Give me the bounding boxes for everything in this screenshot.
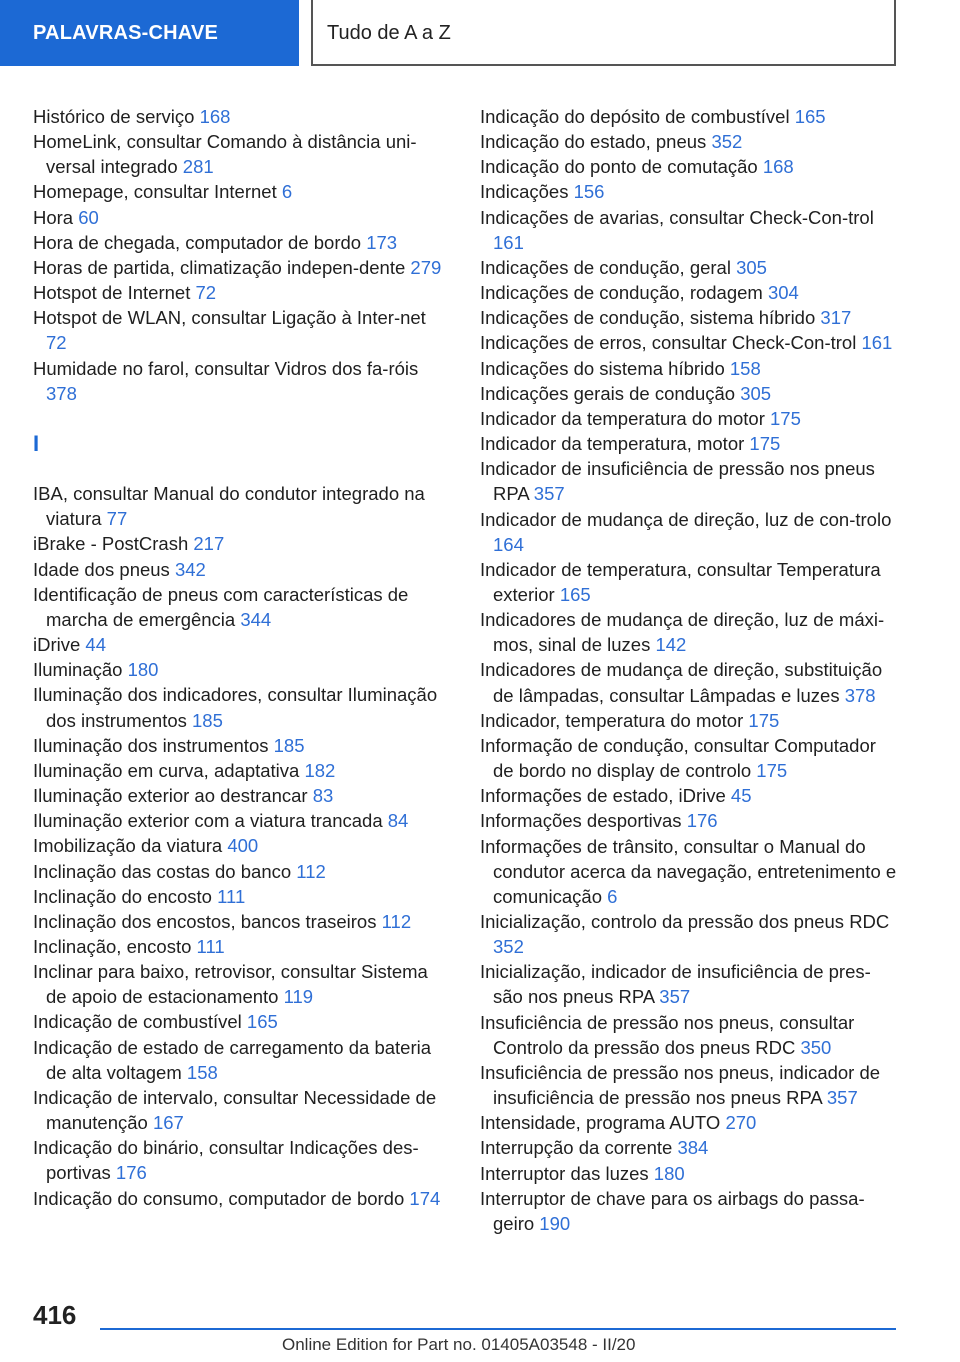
entry-text: Iluminação exterior ao destrancar [33, 785, 308, 807]
index-entry [480, 657, 900, 707]
index-entry [33, 582, 448, 632]
page-reference-link[interactable]: 175 [749, 433, 781, 455]
index-entry [33, 557, 448, 582]
entry-text: Indicador da temperatura, motor [480, 433, 745, 455]
page-reference-link[interactable]: 175 [756, 760, 788, 782]
index-entry [480, 456, 900, 506]
page-reference-link[interactable]: 6 [607, 885, 618, 907]
spacer [33, 406, 448, 431]
entry-text: Indicadores de mudança de direção, substituição de lâmpadas, consultar Lâmpadas e luzes [480, 659, 883, 706]
entry-text: Iluminação em curva, adaptativa [33, 759, 300, 781]
page-reference-link[interactable]: 77 [106, 508, 128, 530]
entry-text: Indicador da temperatura do motor [480, 407, 765, 429]
index-entry [480, 708, 900, 733]
entry-text: Indicação de estado de carregamento da bateria de alta voltagem [33, 1036, 432, 1083]
index-entry [480, 431, 900, 456]
entry-text: Inicialização, controlo da pressão dos pneus RDC [480, 911, 890, 932]
index-entry [33, 230, 448, 255]
page-reference-link[interactable]: 174 [409, 1187, 441, 1209]
index-entry [33, 808, 448, 833]
entry-text: Indicações [480, 181, 569, 203]
index-entry [480, 783, 900, 808]
page-reference-link[interactable]: 6 [281, 181, 293, 203]
entry-text: Inclinação dos encostos, bancos traseiros [33, 910, 377, 932]
entry-text: Indicação de intervalo, consultar Necessidade de manutenção [33, 1086, 437, 1134]
entry-text: Indicação do depósito de combustível [480, 106, 790, 127]
page-reference-link[interactable]: 167 [152, 1112, 184, 1134]
index-entry [480, 129, 900, 154]
page-reference-link[interactable]: 182 [304, 759, 336, 781]
index-entry [33, 657, 448, 682]
index-entry [33, 1085, 448, 1135]
entry-text: Iluminação dos instrumentos [33, 734, 269, 756]
entry-text: Indicador de mudança de direção, luz de con-trolo [480, 508, 892, 530]
index-entry [33, 305, 448, 355]
page-reference-link[interactable]: 168 [199, 106, 231, 127]
index-entry [33, 255, 448, 280]
index-entry [480, 507, 900, 557]
page-reference-link[interactable]: 352 [711, 131, 743, 153]
entry-text: Iluminação exterior com a viatura trancada [33, 810, 383, 832]
index-entry [33, 205, 448, 230]
page-reference-link[interactable]: 378 [844, 684, 876, 706]
index-entry [33, 909, 448, 934]
index-entry [480, 1186, 900, 1236]
index-entry [33, 356, 448, 406]
index-entry [33, 859, 448, 884]
entry-text: Hora de chegada, computador de bordo [33, 231, 362, 253]
index-entry [480, 330, 900, 355]
index-entry [33, 959, 448, 1009]
index-entry [480, 305, 900, 330]
page-header [0, 0, 896, 66]
entry-text: HomeLink, consultar Comando à distância uni-versal integrado [33, 131, 417, 178]
entry-text: Hotspot de Internet [33, 282, 191, 304]
page-reference-link[interactable]: 317 [820, 307, 852, 329]
index-entry [33, 934, 448, 959]
page-reference-link[interactable]: 161 [861, 332, 893, 354]
entry-text: Indicação do estado, pneus [480, 131, 707, 153]
index-entry [480, 1110, 900, 1135]
entry-text: Indicações de condução, sistema híbrido [480, 307, 816, 329]
page-number: 416 [33, 1300, 77, 1330]
entry-text: Inclinação do encosto [33, 885, 212, 907]
entry-text: Interruptor das luzes [480, 1162, 649, 1184]
entry-text: Indicações do sistema híbrido [480, 357, 725, 379]
entry-text: Hora [33, 206, 74, 228]
index-entry [480, 280, 900, 305]
index-entry [33, 531, 448, 556]
index-entry [480, 179, 900, 204]
index-column-left [33, 104, 448, 1211]
index-entry [33, 783, 448, 808]
page-reference-link[interactable]: 357 [659, 986, 691, 1008]
entry-text: Humidade no farol, consultar Vidros dos fa-róis [33, 357, 419, 379]
page-reference-link[interactable]: 357 [826, 1087, 858, 1109]
page-reference-link[interactable]: 378 [46, 382, 77, 404]
index-entry [33, 833, 448, 858]
page-reference-link[interactable]: 305 [736, 256, 767, 278]
page-reference-link[interactable]: 173 [366, 231, 398, 253]
page-reference-link[interactable]: 83 [312, 785, 334, 807]
index-entry [480, 356, 900, 381]
index-entry [480, 808, 900, 833]
page-reference-link[interactable]: 180 [127, 659, 159, 681]
entries-h [33, 104, 448, 406]
entry-text: Indicador de insuficiência de pressão nos pneus RPA [480, 458, 875, 505]
entry-text: Inclinação, encosto [33, 935, 192, 957]
page-reference-link[interactable]: 164 [493, 533, 524, 555]
page-reference-link[interactable]: 165 [559, 583, 591, 605]
entry-text: Indicação do consumo, computador de bordo [33, 1187, 405, 1209]
index-entry [33, 884, 448, 909]
page-reference-link[interactable]: 165 [794, 106, 826, 127]
entry-text: Indicadores de mudança de direção, luz de máxi-mos, sinal de luzes [480, 609, 885, 656]
page-reference-link[interactable]: 158 [186, 1061, 218, 1083]
index-column-right [480, 104, 900, 1236]
entry-text: Informações de trânsito, consultar o Manual do condutor acerca da navegação, entretenimento e comunicação [480, 835, 897, 907]
page-reference-link[interactable]: 142 [655, 634, 687, 656]
entry-text: Indicações de condução, rodagem [480, 282, 763, 304]
page-reference-link[interactable]: 344 [240, 608, 272, 630]
entry-text: Interrupção da corrente [480, 1137, 673, 1159]
page-reference-link[interactable]: 45 [730, 785, 752, 807]
entry-text: Indicação do ponto de comutação [480, 156, 758, 178]
index-entry [33, 104, 448, 129]
index-entry [33, 758, 448, 783]
index-entry [480, 959, 900, 1009]
index-entry [480, 381, 900, 406]
page-reference-link[interactable]: 44 [85, 634, 106, 656]
index-entry [480, 557, 900, 607]
entry-text: IBA, consultar Manual do condutor integrado na viatura [33, 483, 425, 530]
page-reference-link[interactable]: 111 [196, 935, 225, 957]
entry-text: Indicação do binário, consultar Indicações des-portivas [33, 1137, 419, 1184]
page-reference-link[interactable]: 72 [46, 332, 67, 354]
index-entry [480, 406, 900, 431]
page-reference-link[interactable]: 60 [78, 206, 99, 228]
section-tab[interactable]: PALAVRAS-CHAVE [0, 0, 299, 66]
entry-text: Indicador de temperatura, consultar Temperatura exterior [480, 558, 881, 605]
entry-text: Inclinação das costas do banco [33, 860, 292, 882]
page-reference-link[interactable]: 175 [748, 709, 780, 731]
index-entry [33, 1186, 448, 1211]
page-reference-link[interactable]: 111 [217, 885, 246, 907]
entry-text: Histórico de serviço [33, 106, 195, 127]
entry-text: Informações desportivas [480, 810, 682, 832]
index-entry [33, 1135, 448, 1185]
index-entry [33, 632, 448, 657]
index-entry [33, 682, 448, 732]
index-entry [480, 205, 900, 255]
page-reference-link[interactable]: 304 [767, 282, 799, 304]
entry-text: Horas de partida, climatização indepen-dente [33, 256, 406, 278]
header-title-box [311, 0, 896, 66]
index-entry [480, 1161, 900, 1186]
page-reference-link[interactable]: 400 [227, 835, 259, 857]
page-reference-link[interactable]: 161 [493, 231, 524, 253]
entry-text: Inclinar para baixo, retrovisor, consultar Sistema de apoio de estacionamento [33, 961, 428, 1008]
entry-text: Informações de estado, iDrive [480, 785, 726, 807]
index-entry [480, 255, 900, 280]
index-entry [33, 1035, 448, 1085]
spacer [33, 456, 448, 481]
page-reference-link[interactable]: 217 [193, 533, 225, 555]
header-title: Tudo de A a Z [327, 22, 451, 44]
entry-text: Indicador, temperatura do motor [480, 709, 744, 731]
index-entry [480, 1060, 900, 1110]
entry-text: Indicações de erros, consultar Check-Con-trol [480, 332, 857, 354]
entry-text: Idade dos pneus [33, 558, 170, 580]
page-reference-link[interactable]: 185 [192, 709, 223, 731]
footer-divider [100, 1328, 896, 1330]
page-reference-link[interactable]: 342 [174, 558, 206, 580]
entry-text: Imobilização da viatura [33, 835, 223, 857]
page-reference-link[interactable]: 176 [115, 1162, 147, 1184]
entry-text: Hotspot de WLAN, consultar Ligação à Inter-net [33, 307, 426, 329]
page-reference-link[interactable]: 175 [770, 407, 801, 429]
entry-text: Inicialização, indicador de insuficiência de pres-são nos pneus RPA [480, 961, 871, 1008]
index-entry [33, 481, 448, 531]
entry-text: iBrake - PostCrash [33, 533, 189, 555]
page-reference-link[interactable]: 158 [729, 357, 761, 379]
entry-text: Iluminação dos indicadores, consultar Iluminação dos instrumentos [33, 684, 438, 731]
page-reference-link[interactable]: 165 [246, 1011, 278, 1033]
page-reference-link[interactable]: 119 [283, 986, 314, 1008]
index-entry [480, 1010, 900, 1060]
entry-text: Identificação de pneus com características de marcha de emergência [33, 583, 409, 630]
entry-text: Indicações de avarias, consultar Check-Con-trol [480, 206, 874, 228]
index-entry [480, 909, 900, 959]
entries-i [33, 481, 448, 1211]
page-reference-link[interactable]: 84 [387, 810, 409, 832]
index-entry [480, 733, 900, 783]
page-reference-link[interactable]: 176 [686, 810, 718, 832]
page-reference-link[interactable]: 281 [182, 156, 214, 178]
entry-text: iDrive [33, 634, 81, 656]
entry-text: Informação de condução, consultar Computador de bordo no display de controlo [480, 734, 876, 782]
index-entry [480, 834, 900, 909]
page-reference-link[interactable]: 168 [762, 156, 794, 178]
page-reference-link[interactable]: 180 [653, 1162, 685, 1184]
entry-text: Indicações de condução, geral [480, 256, 731, 278]
entry-text: Indicações gerais de condução [480, 382, 736, 404]
entries-i-continued [480, 104, 900, 1236]
index-entry [480, 154, 900, 179]
entry-text: Intensidade, programa AUTO [480, 1112, 721, 1134]
page-reference-link[interactable]: 190 [539, 1212, 571, 1234]
index-entry [480, 1135, 900, 1160]
entry-text: Insuficiência de pressão nos pneus, consultar Controlo da pressão dos pneus RDC [480, 1011, 855, 1058]
page-reference-link[interactable]: 156 [573, 181, 605, 203]
index-entry [33, 179, 448, 204]
entry-text: Interruptor de chave para os airbags do passa-geiro [480, 1187, 865, 1234]
index-entry [33, 280, 448, 305]
page-reference-link[interactable]: 185 [273, 734, 305, 756]
page-reference-link[interactable]: 350 [800, 1036, 832, 1058]
page-reference-link[interactable]: 305 [740, 382, 772, 404]
entry-text: Insuficiência de pressão nos pneus, indicador de insuficiência de pressão nos pneus RPA [480, 1061, 881, 1109]
index-entry [33, 129, 448, 179]
index-entry [33, 1009, 448, 1034]
index-entry [480, 607, 900, 657]
page-reference-link[interactable]: 112 [296, 860, 326, 882]
entry-text: Homepage, consultar Internet [33, 181, 277, 203]
footer-edition: Online Edition for Part no. 01405A03548 - II/20 [282, 1335, 636, 1354]
page-reference-link[interactable]: 112 [381, 910, 412, 932]
entry-text: Indicação de combustível [33, 1011, 242, 1033]
page-reference-link[interactable]: 279 [410, 256, 442, 278]
page-reference-link[interactable]: 357 [533, 483, 565, 505]
index-entry [33, 733, 448, 758]
index-entry [480, 104, 900, 129]
section-letter: I [33, 431, 40, 457]
page-reference-link[interactable]: 270 [725, 1112, 757, 1134]
page-reference-link[interactable]: 384 [677, 1137, 709, 1159]
entry-text: Iluminação [33, 659, 123, 681]
page-reference-link[interactable]: 352 [493, 936, 524, 958]
page-reference-link[interactable]: 72 [195, 282, 217, 304]
